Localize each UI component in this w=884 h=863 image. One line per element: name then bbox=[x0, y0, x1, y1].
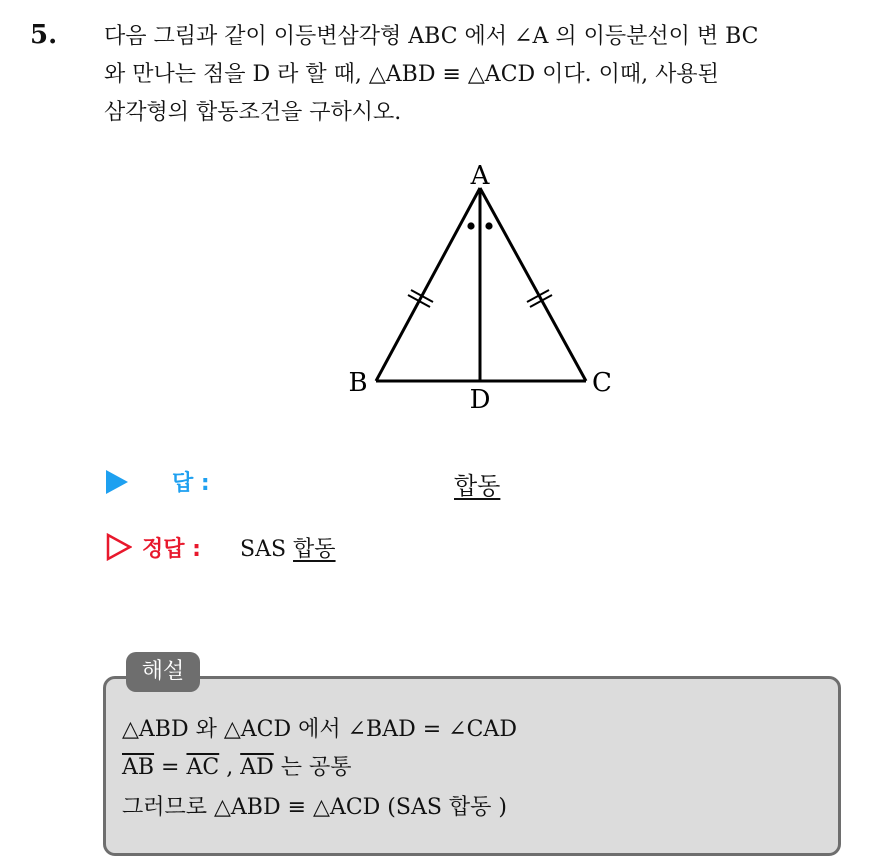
angle-mark-dot bbox=[485, 222, 492, 229]
correct-underlined: 합동 bbox=[293, 537, 336, 562]
vertex-label-b: B bbox=[348, 368, 368, 398]
correct-prefix: SAS bbox=[240, 537, 287, 562]
side-ac bbox=[480, 188, 586, 381]
vertex-label-c: C bbox=[592, 368, 612, 398]
answer-value: 합동 bbox=[454, 472, 501, 500]
correct-value bbox=[240, 532, 336, 563]
side-ab bbox=[376, 188, 480, 381]
solution-tag: 해설 bbox=[126, 652, 200, 692]
common-text: 는 공통 bbox=[273, 755, 352, 780]
correct-answer-row bbox=[106, 530, 606, 564]
question-line: 다음 그림과 같이 이등변삼각형 ABC 에서 ∠A 의 이등분선이 변 BC bbox=[104, 24, 759, 49]
answer-row bbox=[106, 466, 606, 500]
separator: , bbox=[219, 755, 241, 780]
vertex-label-a: A bbox=[470, 161, 490, 191]
segment-ab: $\overline{AB}$ bbox=[122, 755, 155, 780]
segment-ad: $\overline{AD}$ bbox=[240, 755, 274, 780]
question-line: 삼각형의 합동조건을 구하시오. bbox=[104, 100, 402, 125]
point-label-d: D bbox=[469, 385, 491, 415]
segment-ac: $\overline{AC}$ bbox=[186, 755, 220, 780]
solution-line-1: △ABD 와 △ACD 에서 ∠BAD = ∠CAD bbox=[122, 717, 517, 742]
solution-line-3: 그러므로 △ABD ≡ △ACD (SAS 합동 ) bbox=[122, 795, 507, 820]
angle-mark-dot bbox=[467, 222, 474, 229]
answer-arrow-icon bbox=[106, 470, 128, 494]
triangle-figure bbox=[330, 158, 630, 418]
correct-label: 정답 : bbox=[142, 537, 201, 562]
question-number: 5. bbox=[30, 20, 58, 50]
correct-arrow-icon bbox=[106, 533, 132, 561]
question-text bbox=[104, 18, 864, 132]
equals-sign: = bbox=[154, 755, 187, 780]
solution-line-2 bbox=[122, 750, 351, 781]
question-line: 와 만나는 점을 D 라 할 때, △ABD ≡ △ACD 이다. 이때, 사용된 bbox=[104, 62, 719, 87]
answer-label: 답 : bbox=[172, 471, 210, 496]
